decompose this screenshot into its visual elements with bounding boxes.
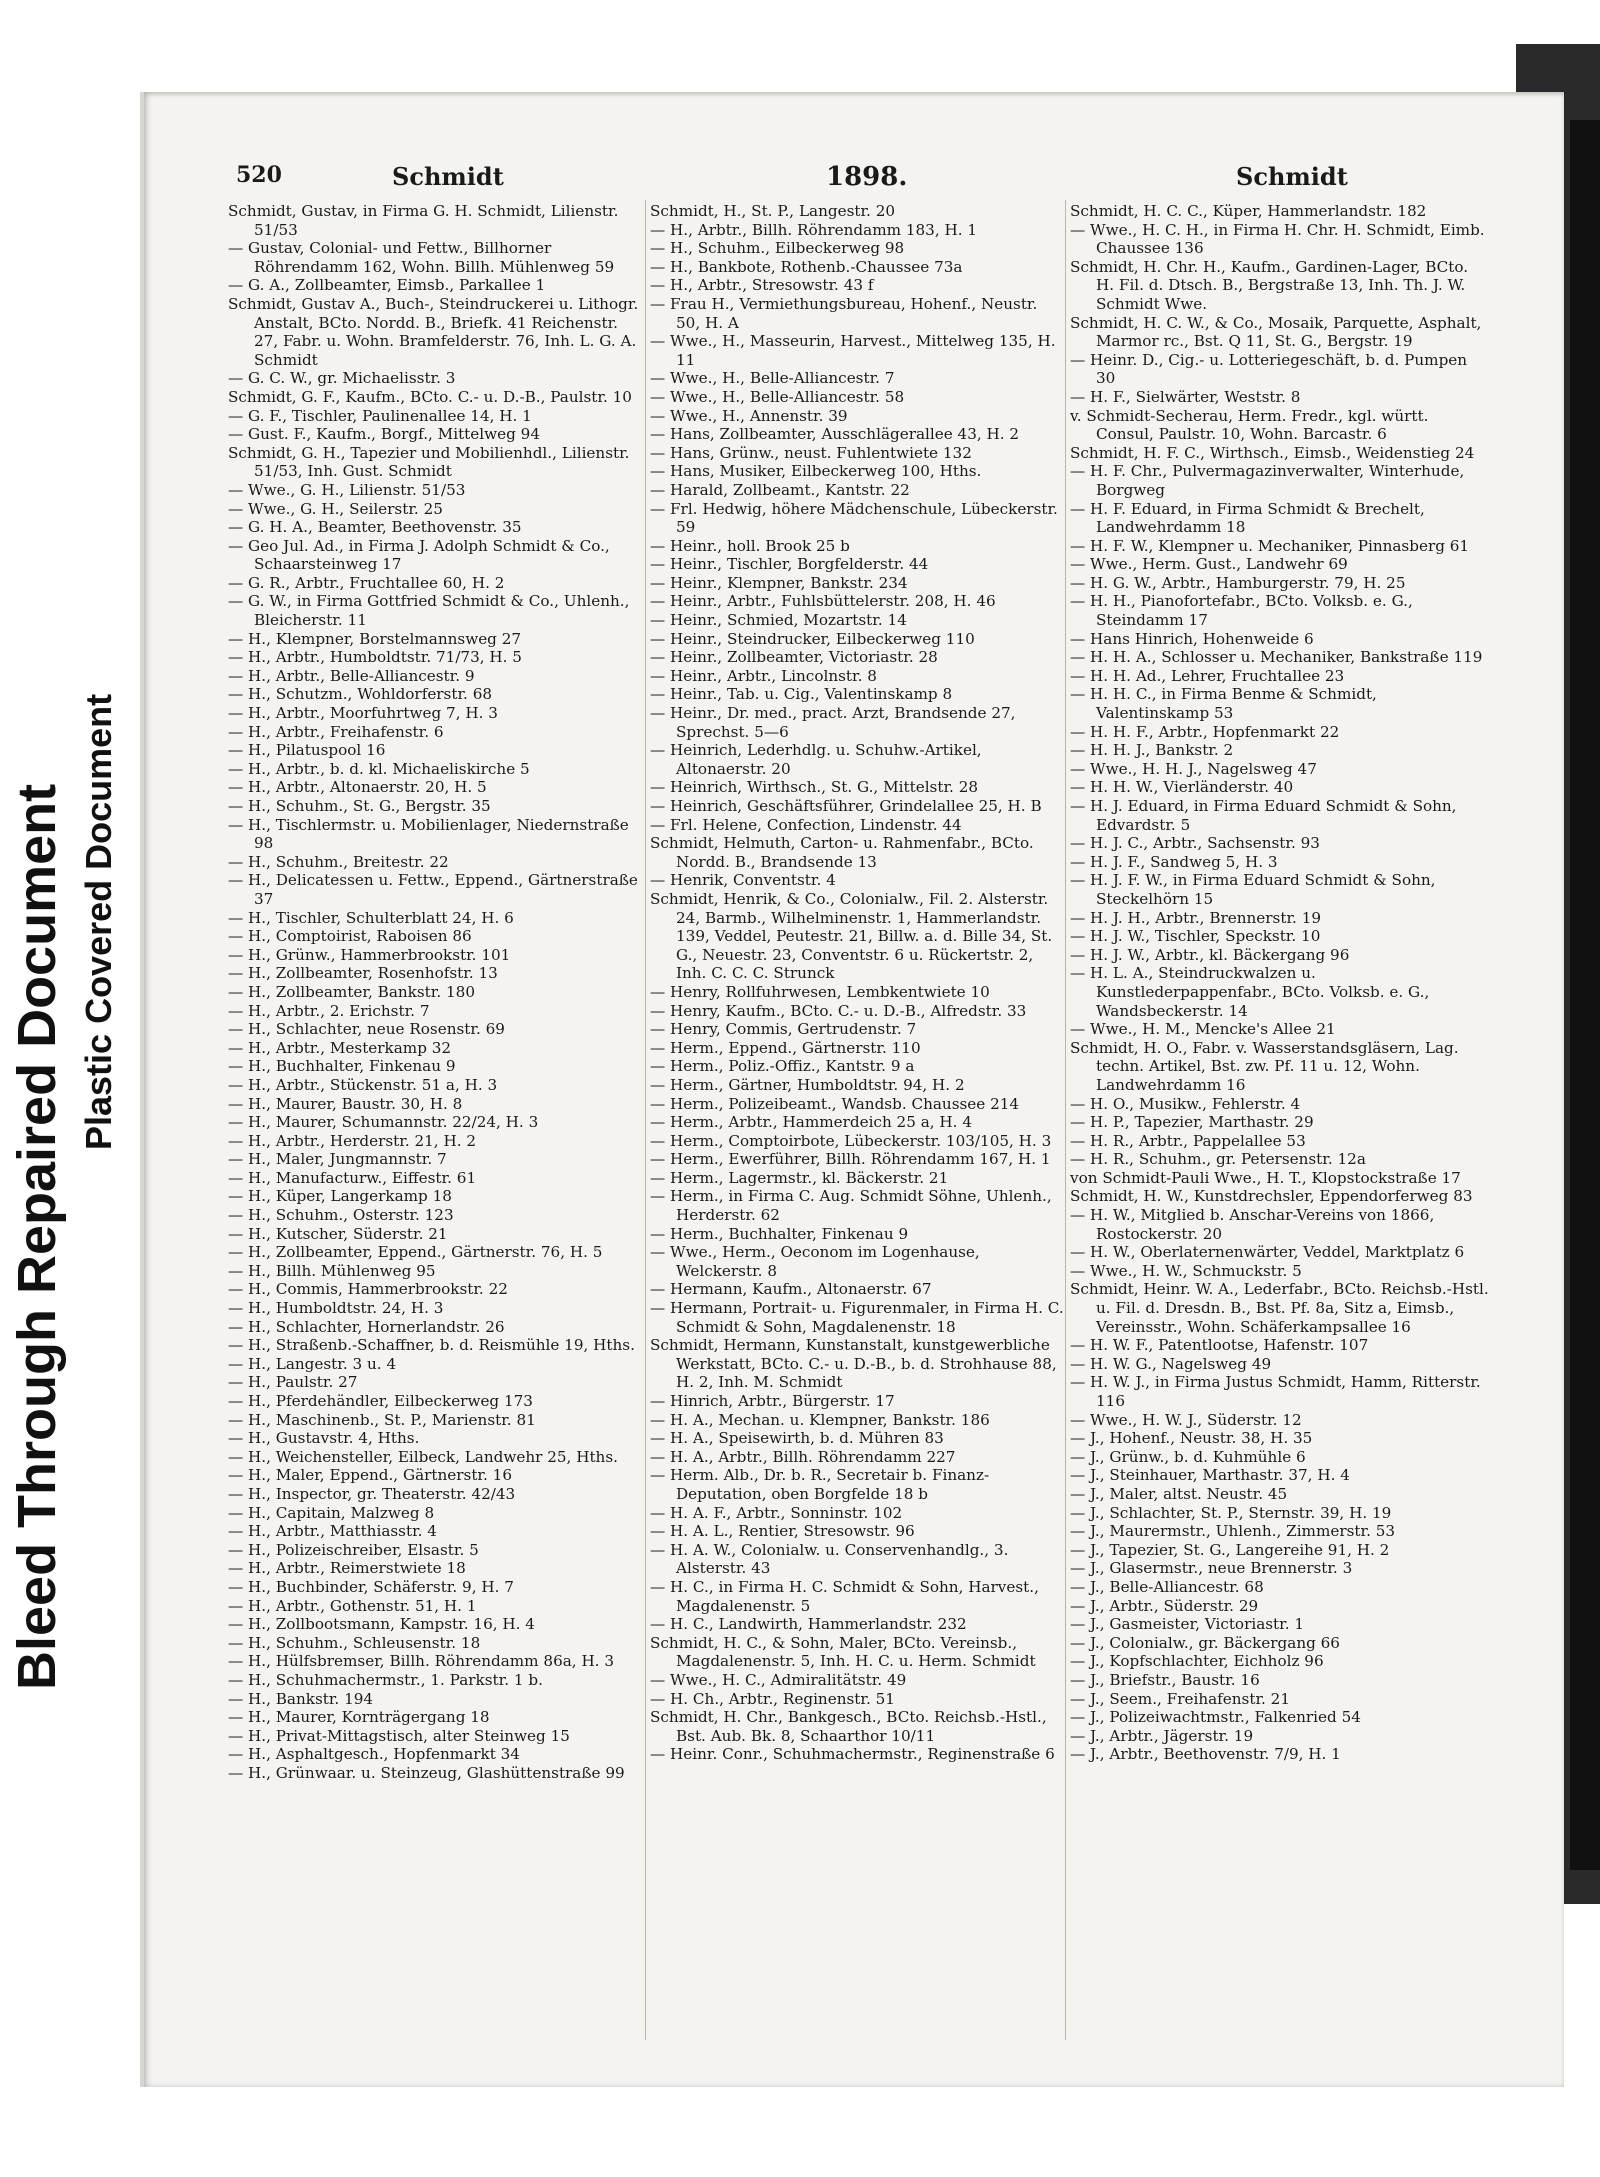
directory-entry: — H. C., Landwirth, Hammerlandstr. 232 (650, 1615, 967, 1634)
directory-entry: — Hans, Zollbeamter, Ausschlägerallee 43, H. 2 (650, 425, 1020, 444)
directory-entry: — H., Arbtr., Belle-Alliancestr. 9 (228, 666, 475, 685)
directory-entry: Schmidt, H., St. P., Langestr. 20 (650, 202, 896, 220)
directory-entry: — H., Schuhm., Eilbeckerweg 98 (650, 239, 905, 258)
running-head-left: Schmidt (392, 162, 504, 191)
directory-entry: — Hans, Musiker, Eilbeckerweg 100, Hths. (650, 462, 982, 481)
directory-entry: — H. O., Musikw., Fehlerstr. 4 (1070, 1094, 1301, 1113)
directory-entry: — Wwe., G. H., Seilerstr. 25 (228, 499, 443, 518)
page-header (236, 162, 1348, 194)
directory-entry: — Heinr., Tab. u. Cig., Valentinskamp 8 (650, 685, 953, 704)
directory-entry: — Henry, Commis, Gertrudenstr. 7 (650, 1020, 917, 1039)
directory-entry: — J., Schlachter, St. P., Sternstr. 39, H. 19 (1070, 1503, 1392, 1522)
directory-entry: — G. A., Zollbeamter, Eimsb., Parkallee 1 (228, 276, 546, 295)
directory-entry: — H., Kutscher, Süderstr. 21 (228, 1224, 448, 1243)
directory-entry: — Wwe., H., Annenstr. 39 (650, 406, 848, 425)
side-label-primary: Bleed Through Repaired Document (7, 783, 67, 1690)
directory-entry: — Hermann, Kaufm., Altonaerstr. 67 (650, 1280, 932, 1299)
directory-entry: — H., Schlachter, neue Rosenstr. 69 (228, 1020, 505, 1039)
directory-entry: — H. W. F., Patentlootse, Hafenstr. 107 (1070, 1336, 1369, 1355)
directory-entry: — Herm., Gärtner, Humboldtstr. 94, H. 2 (650, 1075, 965, 1094)
directory-entry: — H., Arbtr., Billh. Röhrendamm 183, H. 1 (650, 220, 978, 239)
directory-entry: — H., Arbtr., Matthiasstr. 4 (228, 1522, 437, 1541)
directory-entry: Schmidt, H. C., & Sohn, Maler, BCto. Vereinsb., Magdalenenstr. 5, Inh. H. C. u. Herm. Schmidt (650, 1633, 1036, 1671)
directory-entry: Schmidt, Heinr. W. A., Lederfabr., BCto. Reichsb.-Hstl. u. Fil. d. Dresdn. B., Bst. Pf. 8a, Sitz a, Eimsb., Vereinsstr., Wohn. Schäferkampsallee 16 (1070, 1280, 1489, 1336)
directory-entry: — H., Arbtr., 2. Erichstr. 7 (228, 1001, 430, 1020)
directory-entry: — J., Glasermstr., neue Brennerstr. 3 (1070, 1559, 1353, 1578)
directory-entry: Schmidt, Henrik, & Co., Colonialw., Fil. 2. Alsterstr. 24, Barmb., Wilhelminenstr. 1, Hammerlandstr. 139, Veddel, Peutestr. 21, Billw. a. d. Bille 34, St. G., Neuestr. 23, Conventstr. 6 u. Rückertstr. 2, Inh. C. C. C. Strunck (650, 889, 1053, 983)
directory-entry: — Herm., in Firma C. Aug. Schmidt Söhne, Uhlenh., Herderstr. 62 (650, 1187, 1052, 1225)
directory-entry: — J., Briefstr., Baustr. 16 (1070, 1670, 1260, 1689)
directory-entry: — Herm., Buchhalter, Finkenau 9 (650, 1224, 909, 1243)
directory-entry: — H. G. W., Arbtr., Hamburgerstr. 79, H. 25 (1070, 573, 1406, 592)
directory-entry: — Harald, Zollbeamt., Kantstr. 22 (650, 480, 910, 499)
directory-entry: — H. H. F., Arbtr., Hopfenmarkt 22 (1070, 722, 1340, 741)
directory-entry: — Wwe., Herm., Oeconom im Logenhause, Welckerstr. 8 (650, 1243, 980, 1280)
directory-entry: — H., Commis, Hammerbrookstr. 22 (228, 1280, 508, 1299)
directory-entry: — Frl. Helene, Confection, Lindenstr. 44 (650, 815, 962, 834)
directory-entry: — H., Arbtr., Gothenstr. 51, H. 1 (228, 1596, 477, 1615)
directory-entry: Schmidt, G. H., Tapezier und Mobilienhdl., Lilienstr. 51/53, Inh. Gust. Schmidt (228, 443, 630, 481)
directory-entry: — H. C., in Firma H. C. Schmidt & Sohn, Harvest., Magdalenenstr. 5 (650, 1577, 1039, 1615)
page-number: 520 (236, 162, 282, 188)
directory-entry: — Heinr., Zollbeamter, Victoriastr. 28 (650, 648, 938, 667)
directory-entry: Schmidt, Hermann, Kunstanstalt, kunstgewerbliche Werkstatt, BCto. C.- u. D.-B., b. d. Strohhause 88, H. 2, Inh. M. Schmidt (650, 1336, 1057, 1392)
directory-entry: — H. J. Eduard, in Firma Eduard Schmidt & Sohn, Edvardstr. 5 (1070, 797, 1457, 834)
directory-entry: — H. F., Sielwärter, Weststr. 8 (1070, 387, 1301, 406)
directory-entry: — H. P., Tapezier, Marthastr. 29 (1070, 1113, 1314, 1132)
directory-entry: — G. R., Arbtr., Fruchtallee 60, H. 2 (228, 573, 505, 592)
directory-entry: — H., Schutzm., Wohldorferstr. 68 (228, 685, 493, 704)
side-label-secondary: Plastic Covered Document (78, 693, 119, 1150)
directory-entry: — H. H. C., in Firma Benme & Schmidt, Valentinskamp 53 (1070, 685, 1377, 723)
directory-entry: — J., Belle-Alliancestr. 68 (1070, 1577, 1264, 1596)
directory-entry: — Heinr. Conr., Schuhmachermstr., Reginenstraße 6 (650, 1745, 1055, 1764)
directory-entry: — H., Pferdehändler, Eilbeckerweg 173 (228, 1392, 533, 1410)
directory-entry: Schmidt, H. O., Fabr. v. Wasserstandsgläsern, Lag. techn. Artikel, Bst. zw. Pf. 11 u. 12, Wohn. Landwehrdamm 16 (1070, 1038, 1459, 1094)
directory-entry: — Hinrich, Arbtr., Bürgerstr. 17 (650, 1392, 895, 1410)
directory-entry: — H., Paulstr. 27 (228, 1373, 358, 1392)
directory-entry: — H., Weichensteller, Eilbeck, Landwehr 25, Hths. (228, 1447, 618, 1466)
directory-entry: — H., Arbtr., Freihafenstr. 6 (228, 722, 444, 741)
directory-entry: — H. W. J., in Firma Justus Schmidt, Hamm, Ritterstr. 116 (1070, 1373, 1481, 1410)
directory-entry: Schmidt, Helmuth, Carton- u. Rahmenfabr., BCto. Nordd. B., Brandsende 13 (650, 834, 1034, 871)
directory-entry: — H., Capitain, Malzweg 8 (228, 1503, 435, 1522)
scan-edge-dark (1570, 120, 1600, 1870)
directory-entry: — H., Humboldtstr. 24, H. 3 (228, 1299, 444, 1318)
directory-entry: — Henrik, Conventstr. 4 (650, 871, 836, 890)
directory-entry: — H., Delicatessen u. Fettw., Eppend., Gärtnerstraße 37 (228, 871, 638, 908)
directory-entry: Schmidt, H. W., Kunstdrechsler, Eppendorferweg 83 (1070, 1187, 1473, 1206)
directory-entry: — H., Klempner, Borstelmannsweg 27 (228, 629, 522, 648)
directory-entry: — H. R., Schuhm., gr. Petersenstr. 12a (1070, 1150, 1366, 1169)
directory-entry: — H. H. A., Schlosser u. Mechaniker, Bankstraße 119 (1070, 648, 1483, 667)
directory-column-3 (1070, 202, 1490, 2042)
directory-entry: — J., Arbtr., Beethovenstr. 7/9, H. 1 (1070, 1745, 1341, 1764)
directory-entry: — H., Inspector, gr. Theaterstr. 42/43 (228, 1484, 516, 1503)
directory-entry: — Wwe., H. C. H., in Firma H. Chr. H. Schmidt, Eimb. Chaussee 136 (1070, 220, 1485, 258)
directory-entry: — H., Gustavstr. 4, Hths. (228, 1429, 420, 1448)
directory-entry: Schmidt, H. C. W., & Co., Mosaik, Parquette, Asphalt, Marmor rc., Bst. Q 11, St. G., Bergstr. 19 (1070, 313, 1482, 351)
directory-entry: — H. A., Arbtr., Billh. Röhrendamm 227 (650, 1447, 956, 1466)
directory-entry: — Wwe., G. H., Lilienstr. 51/53 (228, 480, 466, 499)
directory-entry: — Wwe., H., Belle-Alliancestr. 7 (650, 369, 895, 388)
column-divider (645, 200, 646, 2040)
directory-entry: — H., Maschinenb., St. P., Marienstr. 81 (228, 1410, 536, 1429)
directory-entry: — H., Billh. Mühlenweg 95 (228, 1261, 436, 1280)
directory-entry: — Heinrich, Wirthsch., St. G., Mittelstr. 28 (650, 778, 979, 797)
directory-entry: — Frau H., Vermiethungsbureau, Hohenf., Neustr. 50, H. A (650, 294, 1038, 332)
directory-entry: — Heinr., Tischler, Borgfelderstr. 44 (650, 555, 929, 574)
directory-entry: — H., Arbtr., Moorfuhrtweg 7, H. 3 (228, 704, 498, 723)
directory-entry: — Wwe., H., Masseurin, Harvest., Mittelweg 135, H. 11 (650, 332, 1056, 369)
directory-entry: — J., Maler, altst. Neustr. 45 (1070, 1484, 1288, 1503)
directory-entry: — Heinr., Klempner, Bankstr. 234 (650, 573, 908, 592)
directory-entry: — J., Arbtr., Süderstr. 29 (1070, 1596, 1259, 1615)
directory-entry: — H., Straßenb.-Schaffner, b. d. Reismühle 19, Hths. (228, 1336, 635, 1355)
directory-entry: — Henry, Kaufm., BCto. C.- u. D.-B., Alfredstr. 33 (650, 1001, 1027, 1020)
directory-entry: — Heinr., holl. Brook 25 b (650, 536, 850, 555)
directory-entry: — H., Pilatuspool 16 (228, 741, 386, 760)
directory-entry: — H. A. L., Rentier, Stresowstr. 96 (650, 1522, 915, 1541)
directory-entry: — H., Küper, Langerkamp 18 (228, 1187, 452, 1206)
directory-entry: — H., Schuhm., Schleusenstr. 18 (228, 1633, 481, 1652)
directory-entry: — Hans Hinrich, Hohenweide 6 (1070, 629, 1314, 648)
directory-entry: — Wwe., H. W., Schmuckstr. 5 (1070, 1261, 1302, 1280)
directory-entry: Schmidt, H. C. C., Küper, Hammerlandstr. 182 (1070, 202, 1427, 220)
directory-entry: — G. W., in Firma Gottfried Schmidt & Co., Uhlenh., Bleicherstr. 11 (228, 592, 630, 630)
running-head-right: Schmidt (1236, 162, 1348, 191)
directory-entry: — H., Schuhmachermstr., 1. Parkstr. 1 b. (228, 1670, 543, 1689)
directory-entry: — Herm., Arbtr., Hammerdeich 25 a, H. 4 (650, 1113, 972, 1132)
directory-entry: — H., Manufacturw., Eiffestr. 61 (228, 1168, 477, 1187)
directory-entry: — H., Maurer, Kornträgergang 18 (228, 1708, 490, 1727)
directory-entry: — Herm., Poliz.-Offiz., Kantstr. 9 a (650, 1057, 915, 1076)
directory-entry: — H., Arbtr., b. d. kl. Michaeliskirche 5 (228, 759, 530, 778)
directory-entry: — H., Maler, Eppend., Gärtnerstr. 16 (228, 1466, 512, 1485)
directory-entry: — H., Zollbootsmann, Kampstr. 16, H. 4 (228, 1615, 535, 1634)
directory-entry: — H., Arbtr., Stückenstr. 51 a, H. 3 (228, 1075, 498, 1094)
directory-entry: — J., Kopfschlachter, Eichholz 96 (1070, 1652, 1324, 1671)
directory-entry: — H. J. H., Arbtr., Brennerstr. 19 (1070, 908, 1322, 927)
directory-entry: — H., Schuhm., Osterstr. 123 (228, 1206, 454, 1225)
directory-entry: — J., Steinhauer, Marthastr. 37, H. 4 (1070, 1466, 1350, 1485)
directory-entry: — H. F. Eduard, in Firma Schmidt & Brechelt, Landwehrdamm 18 (1070, 499, 1425, 537)
directory-entry: — Gustav, Colonial- und Fettw., Billhorner Röhrendamm 162, Wohn. Billh. Mühlenweg 59 (228, 239, 615, 276)
directory-entry: — Herm., Comptoirbote, Lübeckerstr. 103/105, H. 3 (650, 1131, 1052, 1150)
directory-entry: — Wwe., H. W. J., Süderstr. 12 (1070, 1410, 1302, 1429)
directory-entry: — H., Buchhalter, Finkenau 9 (228, 1057, 456, 1076)
directory-entry: — H. H. J., Bankstr. 2 (1070, 741, 1234, 760)
directory-entry: — Wwe., H. C., Admiralitätstr. 49 (650, 1670, 907, 1689)
directory-entry: Schmidt, G. F., Kaufm., BCto. C.- u. D.-B., Paulstr. 10 (228, 387, 632, 406)
directory-entry: — Henry, Rollfuhrwesen, Lembkentwiete 10 (650, 982, 990, 1001)
directory-entry: — Hermann, Portrait- u. Figurenmaler, in Firma H. C. Schmidt & Sohn, Magdalenenstr. 18 (650, 1299, 1064, 1336)
directory-entry: — Heinr., Schmied, Mozartstr. 14 (650, 611, 907, 630)
directory-entry: — Frl. Hedwig, höhere Mädchenschule, Lübeckerstr. 59 (650, 499, 1058, 537)
directory-entry: — H., Schuhm., Breitestr. 22 (228, 852, 449, 871)
directory-entry: — Heinr., Arbtr., Lincolnstr. 8 (650, 666, 877, 685)
directory-entry: Schmidt, H. Chr. H., Kaufm., Gardinen-Lager, BCto. H. Fil. d. Dtsch. B., Bergstraße 13, Inh. Th. J. W. Schmidt Wwe. (1070, 257, 1469, 313)
directory-entry: — H., Tischler, Schulterblatt 24, H. 6 (228, 908, 514, 927)
directory-entry: — H., Hülfsbremser, Billh. Röhrendamm 86a, H. 3 (228, 1652, 615, 1671)
directory-entry: von Schmidt-Pauli Wwe., H. T., Klopstockstraße 17 (1070, 1168, 1461, 1187)
directory-entry: — H. A. F., Arbtr., Sonninstr. 102 (650, 1503, 903, 1522)
directory-entry: — Gust. F., Kaufm., Borgf., Mittelweg 94 (228, 425, 540, 444)
directory-entry: — H., Schuhm., St. G., Bergstr. 35 (228, 797, 491, 815)
directory-entry: — Heinr., Dr. med., pract. Arzt, Brandsende 27, Sprechst. 5—6 (650, 704, 1016, 741)
directory-entry: Schmidt, Gustav, in Firma G. H. Schmidt, Lilienstr. 51/53 (228, 202, 619, 239)
directory-entry: — Herm., Eppend., Gärtnerstr. 110 (650, 1038, 921, 1057)
directory-entry: — Heinrich, Lederhdlg. u. Schuhw.-Artikel, Altonaerstr. 20 (650, 741, 982, 778)
directory-entry: — H. L. A., Steindruckwalzen u. Kunstlederpappenfabr., BCto. Volksb. e. G., Wandsbeckerstr. 14 (1070, 964, 1430, 1020)
directory-entry: — H. H. W., Vierländerstr. 40 (1070, 778, 1294, 797)
directory-entry: — H., Arbtr., Reimerstwiete 18 (228, 1559, 466, 1578)
directory-entry: — H. J. F., Sandweg 5, H. 3 (1070, 852, 1278, 871)
directory-entry: — H., Maurer, Schumannstr. 22/24, H. 3 (228, 1113, 539, 1132)
directory-entry: — Wwe., H., Belle-Alliancestr. 58 (650, 387, 905, 406)
directory-entry: — H., Maler, Jungmannstr. 7 (228, 1150, 447, 1169)
directory-entry: — Heinr., Arbtr., Fuhlsbüttelerstr. 208, H. 46 (650, 592, 996, 611)
directory-entry: — Wwe., H. H. J., Nagelsweg 47 (1070, 759, 1317, 778)
directory-entry: — Heinrich, Geschäftsführer, Grindelallee 25, H. B (650, 797, 1042, 815)
directory-entry: — H., Arbtr., Herderstr. 21, H. 2 (228, 1131, 477, 1150)
directory-column-2 (650, 202, 1066, 2042)
directory-entry: — Wwe., H. M., Mencke's Allee 21 (1070, 1020, 1336, 1039)
directory-entry: — H. R., Arbtr., Pappelallee 53 (1070, 1131, 1306, 1150)
directory-entry: Schmidt, H. Chr., Bankgesch., BCto. Reichsb.-Hstl., Bst. Aub. Bk. 8, Schaarthor 10/11 (650, 1708, 1047, 1745)
directory-entry: — H. Ch., Arbtr., Reginenstr. 51 (650, 1689, 895, 1708)
directory-entry: — H., Arbtr., Stresowstr. 43 f (650, 276, 874, 295)
directory-entry: — H. F. Chr., Pulvermagazinverwalter, Winterhude, Borgweg (1070, 462, 1465, 499)
directory-entry: — H. H., Pianofortefabr., BCto. Volksb. e. G., Steindamm 17 (1070, 592, 1413, 630)
directory-entry: — H., Zollbeamter, Rosenhofstr. 13 (228, 964, 498, 983)
directory-entry: — H., Privat-Mittagstisch, alter Steinweg 15 (228, 1726, 570, 1745)
directory-entry: — H. W., Mitglied b. Anschar-Vereins von 1866, Rostockerstr. 20 (1070, 1206, 1435, 1243)
directory-entry: — Herm., Polizeibeamt., Wandsb. Chaussee 214 (650, 1094, 1020, 1113)
directory-entry: — H., Arbtr., Mesterkamp 32 (228, 1038, 452, 1057)
directory-entry: — H. H. Ad., Lehrer, Fruchtallee 23 (1070, 666, 1345, 685)
directory-entry: — H., Schlachter, Hornerlandstr. 26 (228, 1317, 505, 1336)
directory-entry: — G. C. W., gr. Michaelisstr. 3 (228, 369, 456, 388)
directory-entry: — J., Polizeiwachtmstr., Falkenried 54 (1070, 1708, 1361, 1727)
directory-entry: — H. J. W., Arbtr., kl. Bäckergang 96 (1070, 945, 1350, 964)
directory-entry: — H., Grünwaar. u. Steinzeug, Glashüttenstraße 99 (228, 1763, 625, 1782)
directory-entry: — H., Buchbinder, Schäferstr. 9, H. 7 (228, 1577, 514, 1596)
directory-entry: — J., Tapezier, St. G., Langereihe 91, H. 2 (1070, 1540, 1390, 1559)
directory-entry: — H., Zollbeamter, Eppend., Gärtnerstr. 76, H. 5 (228, 1243, 603, 1262)
directory-entry: — G. H. A., Beamter, Beethovenstr. 35 (228, 518, 522, 537)
directory-entry: — H., Bankstr. 194 (228, 1689, 374, 1708)
directory-entry: — H., Asphaltgesch., Hopfenmarkt 34 (228, 1745, 520, 1764)
directory-entry: — H. W., Oberlaternenwärter, Veddel, Marktplatz 6 (1070, 1243, 1465, 1262)
directory-entry: — H. J. C., Arbtr., Sachsenstr. 93 (1070, 834, 1320, 853)
directory-entry: — G. F., Tischler, Paulinenallee 14, H. 1 (228, 406, 532, 425)
directory-entry: v. Schmidt-Secherau, Herm. Fredr., kgl. württ. Consul, Paulstr. 10, Wohn. Barcastr. 6 (1070, 406, 1429, 444)
directory-entry: — J., Seem., Freihafenstr. 21 (1070, 1689, 1291, 1708)
directory-entry: — J., Gasmeister, Victoriastr. 1 (1070, 1615, 1305, 1634)
directory-entry: Schmidt, H. F. C., Wirthsch., Eimsb., Weidenstieg 24 (1070, 443, 1475, 462)
directory-entry: — Geo Jul. Ad., in Firma J. Adolph Schmidt & Co., Schaarsteinweg 17 (228, 536, 610, 574)
directory-entry: — J., Grünw., b. d. Kuhmühle 6 (1070, 1447, 1306, 1466)
directory-entry: — H., Bankbote, Rothenb.-Chaussee 73a (650, 257, 963, 276)
directory-entry: — H., Maurer, Baustr. 30, H. 8 (228, 1094, 463, 1113)
directory-entry: — Wwe., Herm. Gust., Landwehr 69 (1070, 555, 1348, 574)
directory-entry: — H. A., Mechan. u. Klempner, Bankstr. 186 (650, 1410, 990, 1429)
directory-entry: — J., Maurermstr., Uhlenh., Zimmerstr. 53 (1070, 1522, 1396, 1541)
directory-entry: — Heinr. D., Cig.- u. Lotteriegeschäft, b. d. Pumpen 30 (1070, 350, 1468, 388)
directory-entry: — H. A. W., Colonialw. u. Conservenhandlg., 3. Alsterstr. 43 (650, 1540, 1009, 1578)
directory-entry: — J., Arbtr., Jägerstr. 19 (1070, 1726, 1254, 1745)
directory-entry: — H., Polizeischreiber, Elsastr. 5 (228, 1540, 479, 1559)
directory-entry: Schmidt, Gustav A., Buch-, Steindruckerei u. Lithogr. Anstalt, BCto. Nordd. B., Briefk. 41 Reichenstr. 27, Fabr. u. Wohn. Bramfelderstr. 76, Inh. L. G. A. Schmidt (228, 294, 639, 369)
directory-entry: — H., Langestr. 3 u. 4 (228, 1354, 397, 1373)
directory-entry: — H. F. W., Klempner u. Mechaniker, Pinnasberg 61 (1070, 536, 1470, 555)
directory-entry: — Herm., Lagermstr., kl. Bäckerstr. 21 (650, 1168, 949, 1187)
page-year: 1898. (826, 162, 908, 192)
directory-entry: — H., Arbtr., Altonaerstr. 20, H. 5 (228, 778, 487, 797)
directory-entry: — H. J. W., Tischler, Speckstr. 10 (1070, 927, 1321, 946)
directory-entry: — H. J. F. W., in Firma Eduard Schmidt & Sohn, Steckelhörn 15 (1070, 871, 1436, 908)
directory-entry: — H. W. G., Nagelsweg 49 (1070, 1354, 1272, 1373)
directory-entry: — Herm., Ewerführer, Billh. Röhrendamm 167, H. 1 (650, 1150, 1051, 1169)
directory-entry: — H., Comptoirist, Raboisen 86 (228, 927, 472, 946)
directory-column-1 (228, 202, 644, 2042)
directory-entry: — H., Arbtr., Humboldtstr. 71/73, H. 5 (228, 648, 522, 667)
directory-entry: — J., Hohenf., Neustr. 38, H. 35 (1070, 1429, 1313, 1448)
directory-entry: — Heinr., Steindrucker, Eilbeckerweg 110 (650, 629, 975, 648)
directory-entry: — H., Zollbeamter, Bankstr. 180 (228, 982, 475, 1001)
directory-entry: — J., Colonialw., gr. Bäckergang 66 (1070, 1633, 1340, 1652)
directory-entry: — Hans, Grünw., neust. Fuhlentwiete 132 (650, 443, 972, 462)
directory-entry: — H., Grünw., Hammerbrookstr. 101 (228, 945, 511, 964)
directory-entry: — H., Tischlermstr. u. Mobilienlager, Niedernstraße 98 (228, 815, 629, 853)
directory-entry: — Herm. Alb., Dr. b. R., Secretair b. Finanz-Deputation, oben Borgfelde 18 b (650, 1466, 990, 1503)
directory-entry: — H. A., Speisewirth, b. d. Mühren 83 (650, 1429, 944, 1448)
